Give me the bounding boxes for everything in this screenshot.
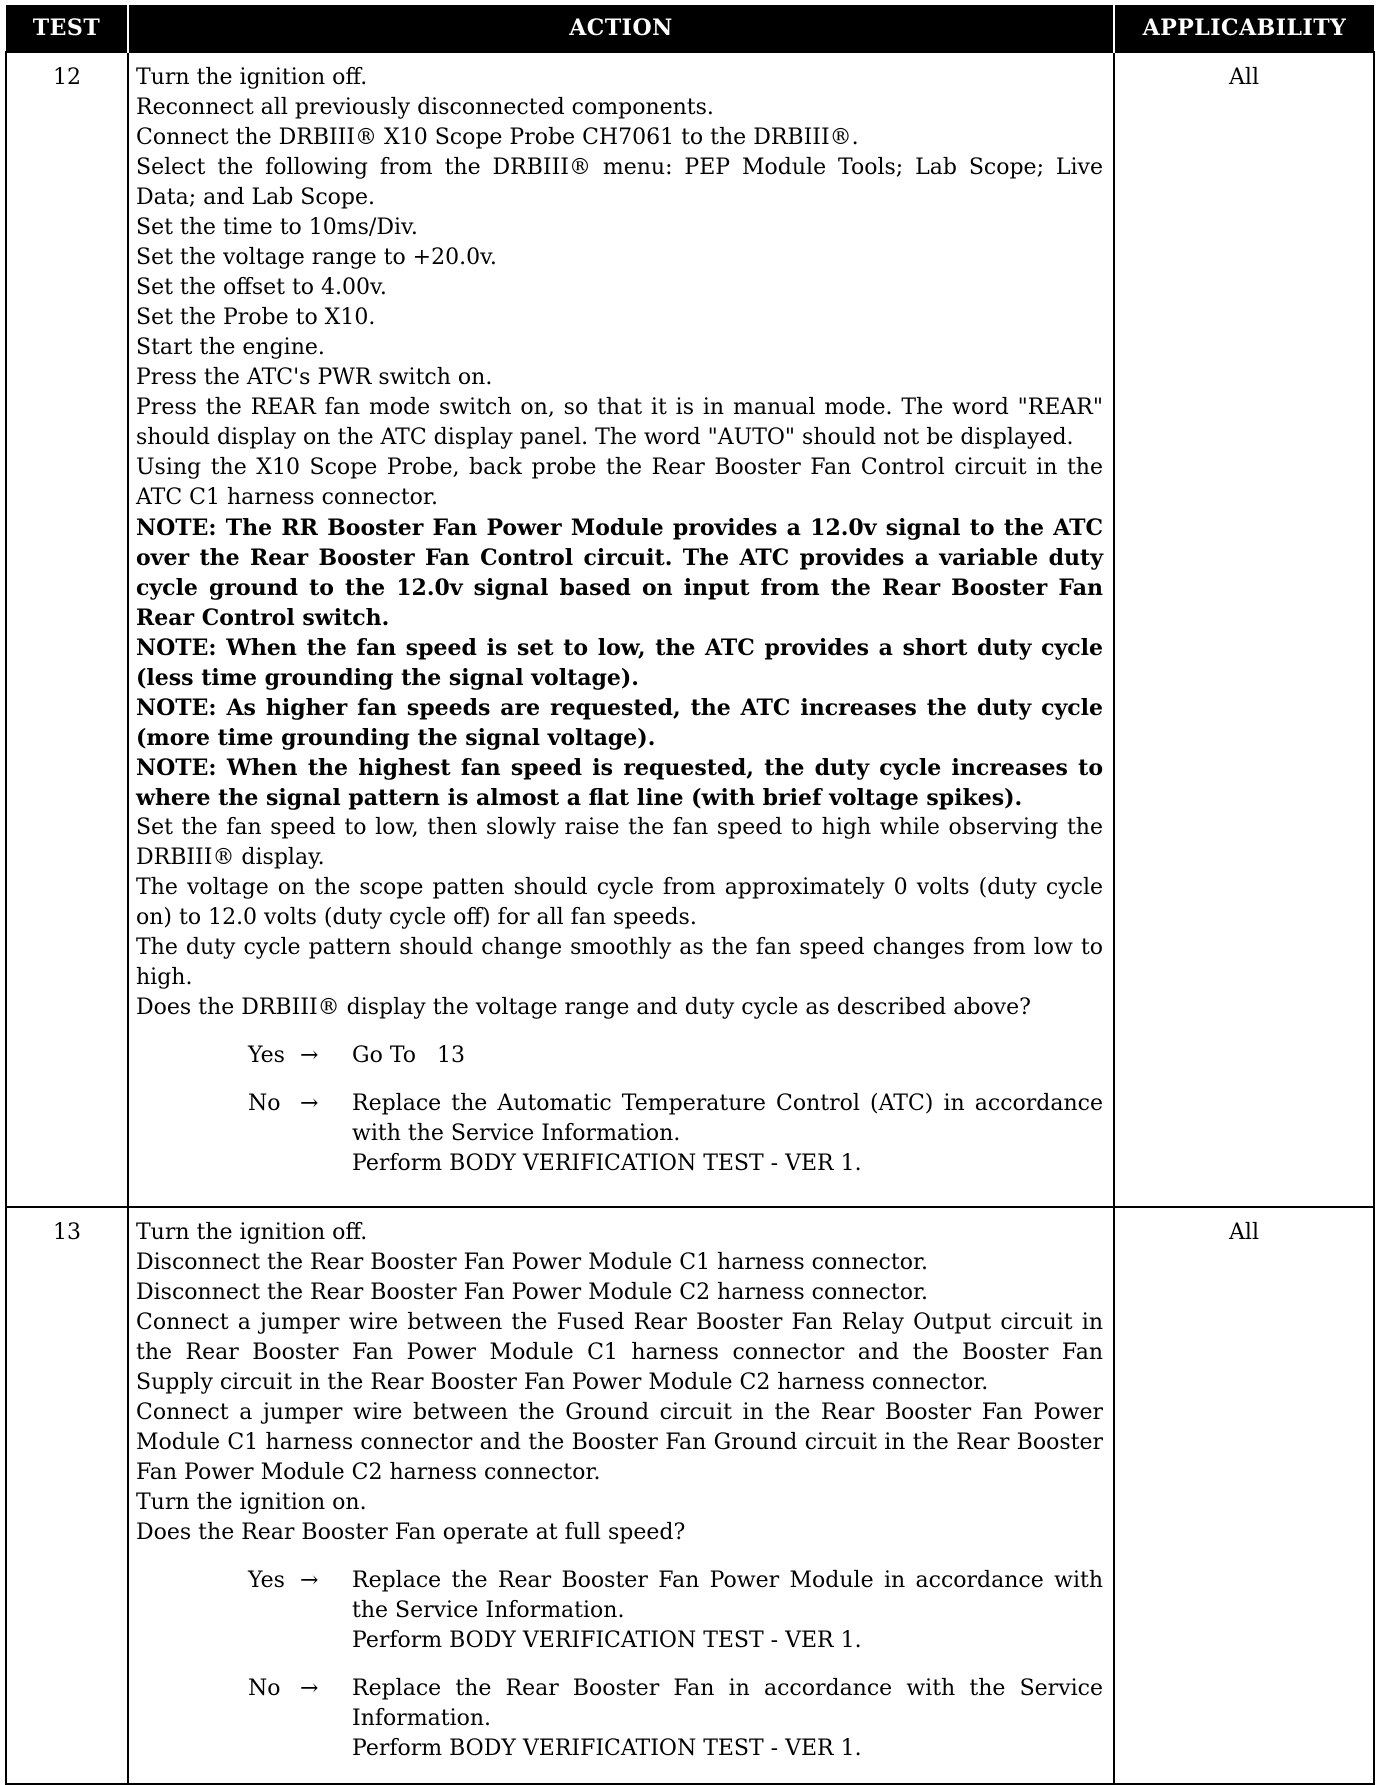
step: Set the Probe to X10. [136,305,376,330]
applicability: All [1114,52,1374,1207]
answer-no [248,1089,1103,1179]
answer-text [352,1566,1103,1656]
header-row [6,5,1374,52]
step: Set the voltage range to +20.0v. [136,245,497,270]
step: Connect a jumper wire between the Fused Rear Booster Fan Relay Output circuit in the Rear Booster Fan Power Module C1 harness connector and the Booster Fan Supply circuit in the Rear Booster Fan Power Module C2 harness connector. [136,1310,1103,1395]
answer-text [352,1674,1103,1764]
step: Disconnect the Rear Booster Fan Power Module C1 harness connector. [136,1250,929,1275]
step: Reconnect all previously disconnected components. [136,95,714,120]
answer-verify: Perform BODY VERIFICATION TEST - VER 1. [352,1628,862,1653]
applicability: All [1114,1207,1374,1784]
step: Press the REAR fan mode switch on, so that it is in manual mode. The word "REAR" should display on the ATC display panel. The word "AUTO" should not be displayed. [136,395,1103,450]
test-number: 13 [6,1207,128,1784]
answer-label: No [248,1676,281,1701]
answer-verify: Perform BODY VERIFICATION TEST - VER 1. [352,1736,862,1761]
step: The duty cycle pattern should change smoothly as the fan speed changes from low to high. [136,935,1103,990]
test-number: 12 [6,52,128,1207]
note: NOTE: When the fan speed is set to low, the ATC provides a short duty cycle (less time grounding the signal voltage). [136,635,1103,691]
answer-action: Replace the Automatic Temperature Control (ATC) in accordance with the Service Information. [352,1091,1103,1146]
diagnostic-test-table [5,5,1373,1763]
step: The voltage on the scope patten should cycle from approximately 0 volts (duty cycle on) to 12.0 volts (duty cycle off) for all fan speeds. [136,875,1103,930]
note: NOTE: As higher fan speeds are requested, the ATC increases the duty cycle (more time grounding the signal voltage). [136,695,1103,751]
header-applicability: APPLICABILITY [1114,5,1374,52]
step: Using the X10 Scope Probe, back probe the Rear Booster Fan Control circuit in the ATC C1 harness connector. [136,455,1103,510]
answer-label: Yes [248,1043,285,1068]
step: Connect the DRBIII® X10 Scope Probe CH7061 to the DRBIII®. [136,125,859,150]
step: Connect a jumper wire between the Ground circuit in the Rear Booster Fan Power Module C1 harness connector and the Booster Fan Ground circuit in the Rear Booster Fan Power Module C2 harness connector. [136,1400,1103,1485]
question: Does the DRBIII® display the voltage range and duty cycle as described above? [136,995,1031,1020]
answer-text [352,1089,1103,1179]
test-table [5,5,1375,1785]
header-test: TEST [6,5,128,52]
question: Does the Rear Booster Fan operate at full speed? [136,1520,686,1545]
step: Start the engine. [136,335,325,360]
answer-yes [248,1041,1103,1071]
action-cell [128,52,1114,1207]
answer-yes [248,1566,1103,1656]
arrow-icon: → [300,1568,319,1593]
step: Press the ATC's PWR switch on. [136,365,493,390]
answer-verify: Perform BODY VERIFICATION TEST - VER 1. [352,1151,862,1176]
step: Set the fan speed to low, then slowly raise the fan speed to high while observing the DRBIII® display. [136,815,1103,870]
step: Select the following from the DRBIII® menu: PEP Module Tools; Lab Scope; Live Data; and Lab Scope. [136,155,1103,210]
answer-action: Replace the Rear Booster Fan in accordance with the Service Information. [352,1676,1103,1731]
step: Set the offset to 4.00v. [136,275,387,300]
action-cell [128,1207,1114,1784]
header-action: ACTION [128,5,1114,52]
step: Turn the ignition off. [136,1220,368,1245]
table-row-test-12 [6,52,1374,1207]
answer-no [248,1674,1103,1764]
answer-label: No [248,1091,281,1116]
step: Disconnect the Rear Booster Fan Power Module C2 harness connector. [136,1280,929,1305]
answer-action: Replace the Rear Booster Fan Power Module in accordance with the Service Information. [352,1568,1103,1623]
arrow-icon: → [300,1091,319,1116]
note: NOTE: When the highest fan speed is requested, the duty cycle increases to where the signal pattern is almost a flat line (with brief voltage spikes). [136,755,1103,811]
answer-label: Yes [248,1568,285,1593]
step: Turn the ignition off. [136,65,368,90]
step: Set the time to 10ms/Div. [136,215,418,240]
step: Turn the ignition on. [136,1490,367,1515]
answer-text: Go To 13 [352,1043,465,1068]
arrow-icon: → [300,1043,319,1068]
note: NOTE: The RR Booster Fan Power Module provides a 12.0v signal to the ATC over the Rear Booster Fan Control circuit. The ATC provides a variable duty cycle ground to the 12.0v signal based on input from the Rear Booster Fan Rear Control switch. [136,515,1103,631]
arrow-icon: → [300,1676,319,1701]
table-row-test-13 [6,1207,1374,1784]
